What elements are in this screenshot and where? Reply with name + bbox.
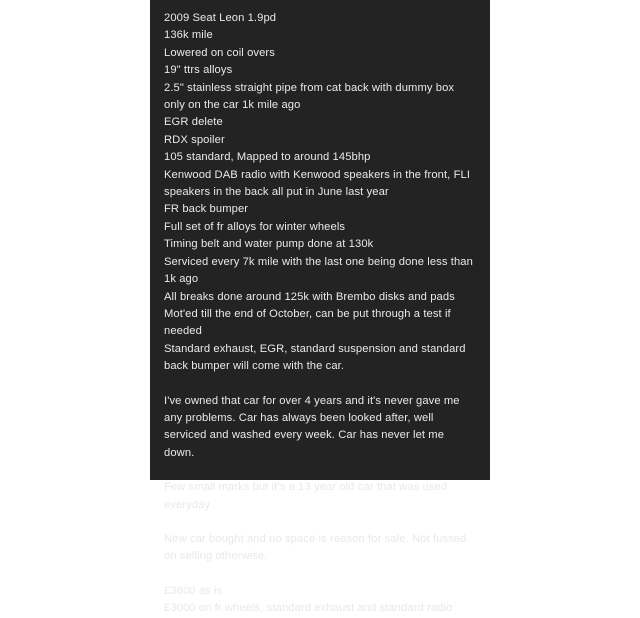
list-item: 2009 Seat Leon 1.9pd bbox=[164, 12, 277, 24]
list-item: All breaks done around 125k with Brembo disks and pads bbox=[164, 290, 455, 303]
price-main: £3600 as is bbox=[164, 584, 223, 597]
list-item: EGR delete bbox=[164, 116, 223, 129]
list-item: FR back bumper bbox=[164, 203, 249, 216]
spacer bbox=[164, 376, 476, 393]
right-margin bbox=[490, 0, 640, 480]
spacer bbox=[164, 462, 476, 479]
spacer bbox=[164, 514, 476, 531]
list-item: 136k mile bbox=[164, 29, 213, 42]
list-item: RDX spoiler bbox=[164, 133, 225, 146]
list-item: Timing belt and water pump done at 130k bbox=[164, 238, 374, 251]
list-item: Standard exhaust, EGR, standard suspension and standard back bumper will come with the car. bbox=[164, 342, 466, 373]
spec-list bbox=[164, 10, 476, 376]
list-item: Full set of fr alloys for winter wheels bbox=[164, 220, 346, 233]
list-item: Kenwood DAB radio with Kenwood speakers in the front, FLI speakers in the back all put in June last year bbox=[164, 168, 471, 199]
reason-paragraph: New car bought and no space is reason for sale. Not fussed on selling otherwise. bbox=[164, 532, 467, 563]
price-alt: £3000 on fr wheels, standard exhaust and standard radio bbox=[164, 602, 453, 615]
list-item: 2.5" stainless straight pipe from cat back with dummy box only on the car 1k mile ago bbox=[164, 81, 455, 112]
price-block bbox=[164, 583, 476, 618]
list-item: Lowered on coil overs bbox=[164, 46, 275, 59]
list-item: 105 standard, Mapped to around 145bhp bbox=[164, 151, 371, 164]
spacer bbox=[164, 566, 476, 583]
list-item: Mot'ed till the end of October, can be put through a test if needed bbox=[164, 307, 451, 338]
condition-paragraph: Few small marks but it's a 13 year old car that was used everyday bbox=[164, 481, 448, 511]
list-item: 19" ttrs alloys bbox=[164, 64, 233, 77]
list-item: Serviced every 7k mile with the last one being done less than 1k ago bbox=[164, 255, 473, 286]
listing-card bbox=[150, 0, 490, 615]
left-margin bbox=[0, 0, 150, 480]
ownership-paragraph: I've owned that car for over 4 years and it's never gave me any problems. Car has always been looked after, well serviced and washed every week. Car has never let me down. bbox=[164, 394, 460, 459]
